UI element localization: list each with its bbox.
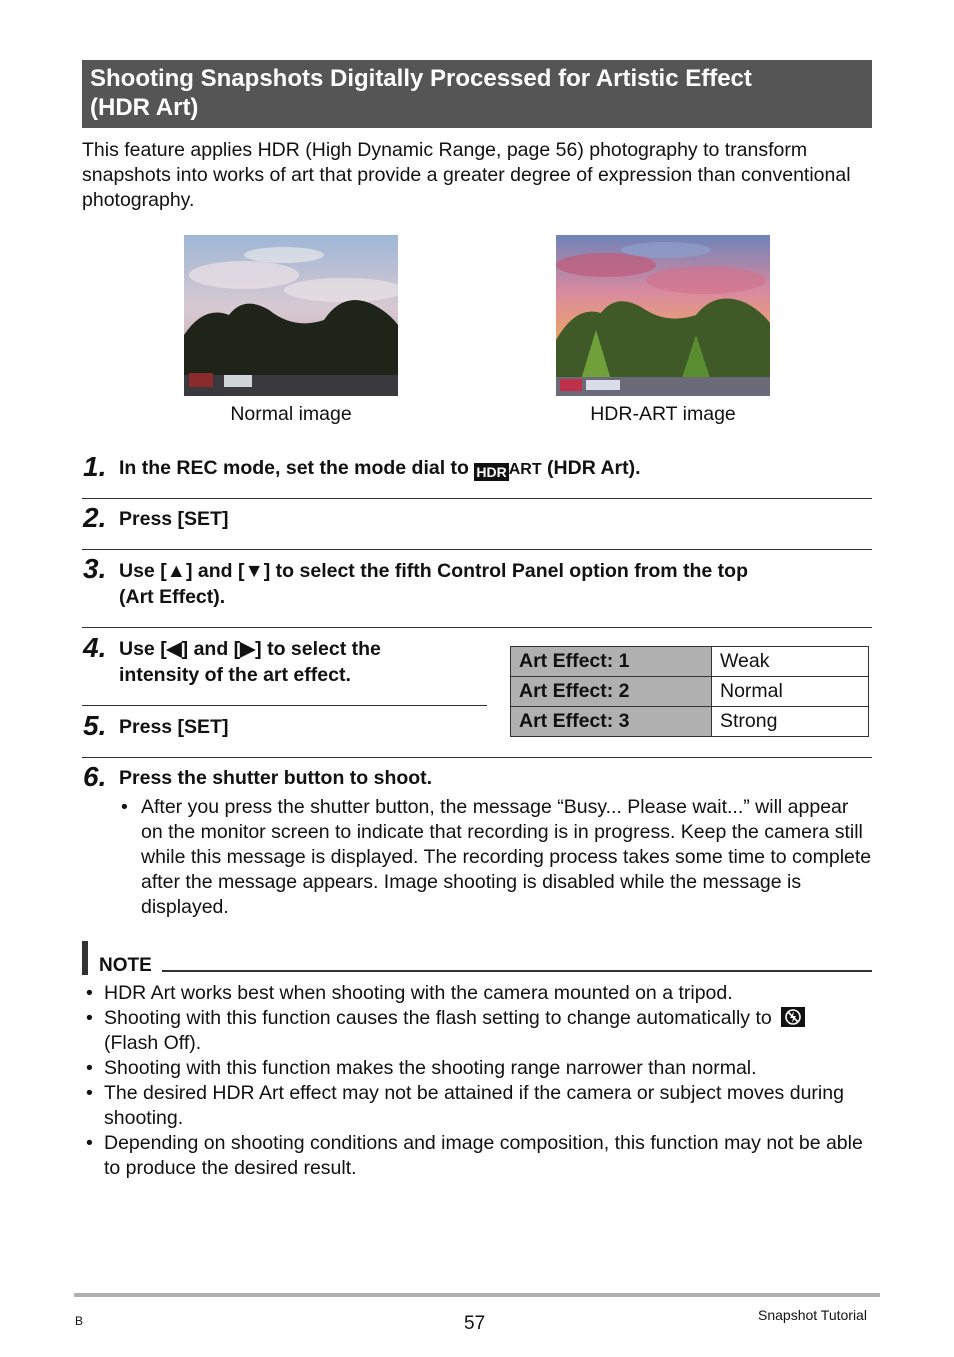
note-item-text: Shooting with this function makes the shooting range narrower than normal. (104, 1057, 757, 1079)
step-3-line-2: (Art Effect). (119, 586, 226, 608)
table-row (511, 677, 869, 707)
step-5-text: Press [SET] (119, 716, 229, 738)
note-item-text: Depending on shooting conditions and image composition, this function may not be able to produce the desired result. (104, 1132, 863, 1179)
step-2-number: 2. (83, 502, 107, 533)
note-item-text: (Flash Off). (104, 1032, 202, 1054)
step-1-text (119, 455, 641, 483)
list-item (82, 1006, 872, 1056)
table-cell-value: Weak (712, 647, 869, 677)
list-item (82, 981, 872, 1006)
list-item (82, 1056, 872, 1081)
step-1-text-b: (HDR Art). (547, 457, 641, 479)
step-2-text: Press [SET] (119, 508, 229, 530)
note-list (82, 981, 872, 1181)
bullet-dot: • (86, 1057, 93, 1079)
step-6-number: 6. (83, 761, 107, 792)
note-rule (162, 970, 872, 972)
step-4-number: 4. (83, 632, 107, 663)
step-6-text: Press the shutter button to shoot. (119, 767, 433, 789)
normal-image (184, 235, 398, 396)
step-6-bullet (119, 795, 872, 920)
divider (82, 757, 872, 758)
table-row (511, 707, 869, 737)
divider (82, 705, 487, 706)
page-title (82, 60, 872, 128)
step-6-bullet-text: After you press the shutter button, the message “Busy... Please wait...” will appear on the monitor screen to indicate that recording is in progress. Keep the camera still while this message is displayed. The recording process takes some time to complete after the message appears. Image shooting is disabled while the message is displayed. (141, 796, 872, 918)
intro-paragraph: This feature applies HDR (High Dynamic Range, page 56) photography to transform snapshots into works of art that provide a greater degree of expression than conventional photography. (82, 139, 851, 211)
bullet-dot: • (121, 796, 128, 818)
step-4-text (119, 636, 381, 688)
flash-off-icon (781, 1007, 805, 1027)
step-5-number: 5. (83, 710, 107, 741)
step-1-number: 1. (83, 451, 107, 482)
note-item-text: HDR Art works best when shooting with the camera mounted on a tripod. (104, 982, 733, 1004)
bullet-dot: • (86, 1082, 93, 1104)
divider (82, 549, 872, 550)
footer-section-title: Snapshot Tutorial (758, 1307, 867, 1323)
note-label: NOTE (99, 955, 152, 976)
footer-left: B (75, 1314, 84, 1328)
bullet-dot: • (86, 982, 93, 1004)
step-4-line-2: intensity of the art effect. (119, 664, 351, 686)
table-cell-key: Art Effect: 2 (511, 677, 712, 707)
hdr-art-mode-icon (474, 457, 541, 479)
note-item-text: Shooting with this function causes the flash setting to change automatically to (104, 1007, 772, 1029)
step-1-text-a: In the REC mode, set the mode dial to (119, 457, 469, 479)
table-row (511, 647, 869, 677)
normal-image-caption: Normal image (230, 403, 352, 425)
table-cell-key: Art Effect: 1 (511, 647, 712, 677)
list-item (82, 1081, 872, 1131)
note-item-text: The desired HDR Art effect may not be attained if the camera or subject moves during shooting. (104, 1082, 844, 1129)
divider (82, 627, 872, 628)
art-icon-label: ART (508, 461, 542, 478)
hdr-art-image (556, 235, 770, 396)
list-item (82, 1131, 872, 1181)
bullet-dot: • (86, 1132, 93, 1154)
hdr-icon-label: HDR (476, 464, 507, 480)
hdr-image-caption: HDR-ART image (590, 403, 736, 425)
footer-rule (74, 1293, 880, 1297)
table-cell-value: Strong (712, 707, 869, 737)
table-cell-value: Normal (712, 677, 869, 707)
step-3-line-1: Use [▲] and [▼] to select the fifth Control Panel option from the top (119, 560, 748, 582)
page-number: 57 (464, 1313, 486, 1334)
step-4-line-1: Use [◀] and [▶] to select the (119, 638, 381, 660)
step-3-text (119, 558, 748, 610)
art-effect-table (510, 646, 869, 737)
title-line-2: (HDR Art) (90, 94, 199, 121)
table-cell-key: Art Effect: 3 (511, 707, 712, 737)
title-line-1: Shooting Snapshots Digitally Processed for Artistic Effect (90, 65, 752, 92)
divider (82, 498, 872, 499)
note-marker (82, 941, 88, 975)
step-3-number: 3. (83, 553, 107, 584)
bullet-dot: • (86, 1007, 93, 1029)
